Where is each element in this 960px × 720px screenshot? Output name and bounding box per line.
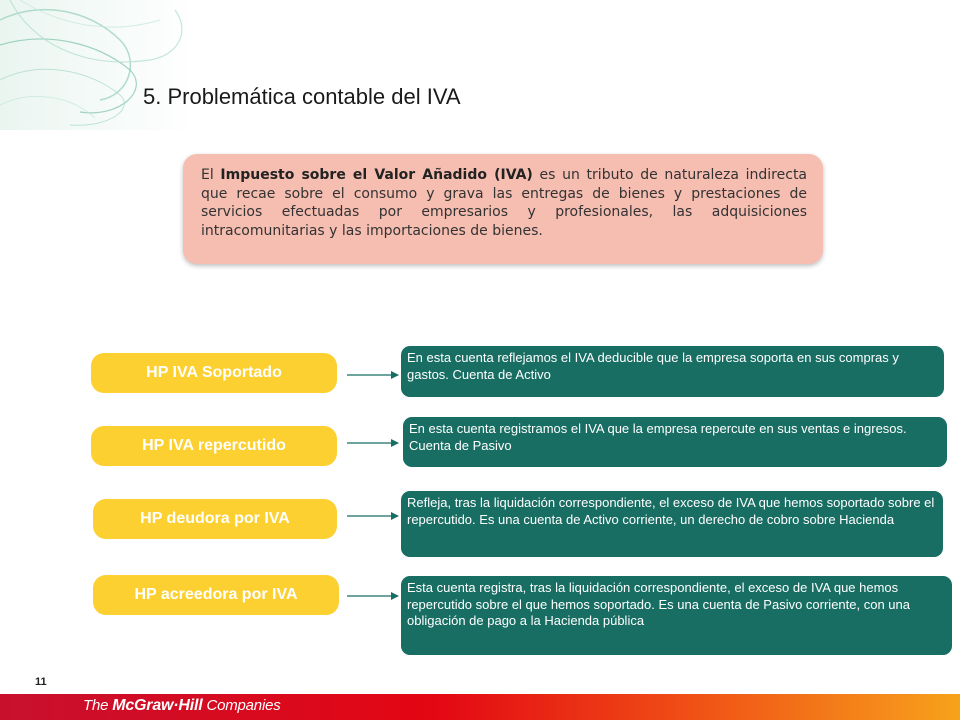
intro-text-rest: es un tributo de naturaleza indirecta que recae sobre el consumo y grava las entregas de bienes y prestaciones de servicios efectuadas por empresarios y profesionales, las adquisiciones intracomunitarias y las importaciones de bienes. — [201, 167, 808, 239]
concept-hp-acreedora-por-iva: HP acreedora por IVA — [93, 575, 339, 615]
publisher-logo — [83, 697, 281, 715]
page-number: 11 — [35, 676, 47, 688]
logo-brand: McGraw·Hill — [112, 697, 203, 714]
concept-hp-deudora-por-iva: HP deudora por IVA — [93, 499, 337, 539]
description-hp-acreedora-por-iva: Esta cuenta registra, tras la liquidación correspondiente, el exceso de IVA que hemos repercutido sobre el que hemos soportado. Es una cuenta de Pasivo corriente, con una obligación de pago a la Hacienda pública — [401, 576, 952, 655]
decorative-swirl-graphic — [0, 0, 195, 130]
logo-prefix: The — [83, 697, 113, 714]
intro-text-start: El — [201, 167, 221, 183]
logo-suffix: Companies — [202, 697, 281, 714]
description-hp-iva-repercutido: En esta cuenta registramos el IVA que la empresa repercute en sus ventas e ingresos. Cuenta de Pasivo — [403, 417, 947, 467]
concept-hp-iva-repercutido: HP IVA repercutido — [91, 426, 337, 466]
intro-term-bold: Impuesto sobre el Valor Añadido (IVA) — [220, 167, 533, 183]
footer-bar — [0, 694, 960, 720]
description-hp-iva-soportado: En esta cuenta reflejamos el IVA deducible que la empresa soporta en sus compras y gastos. Cuenta de Activo — [401, 346, 944, 397]
slide-title: 5. Problemática contable del IVA — [143, 84, 461, 109]
description-hp-deudora-por-iva: Refleja, tras la liquidación correspondiente, el exceso de IVA que hemos soportado sobre el repercutido. Es una cuenta de Activo corriente, un derecho de cobro sobre Hacienda — [401, 491, 943, 557]
concept-hp-iva-soportado: HP IVA Soportado — [91, 353, 337, 393]
intro-definition-box — [183, 154, 823, 264]
